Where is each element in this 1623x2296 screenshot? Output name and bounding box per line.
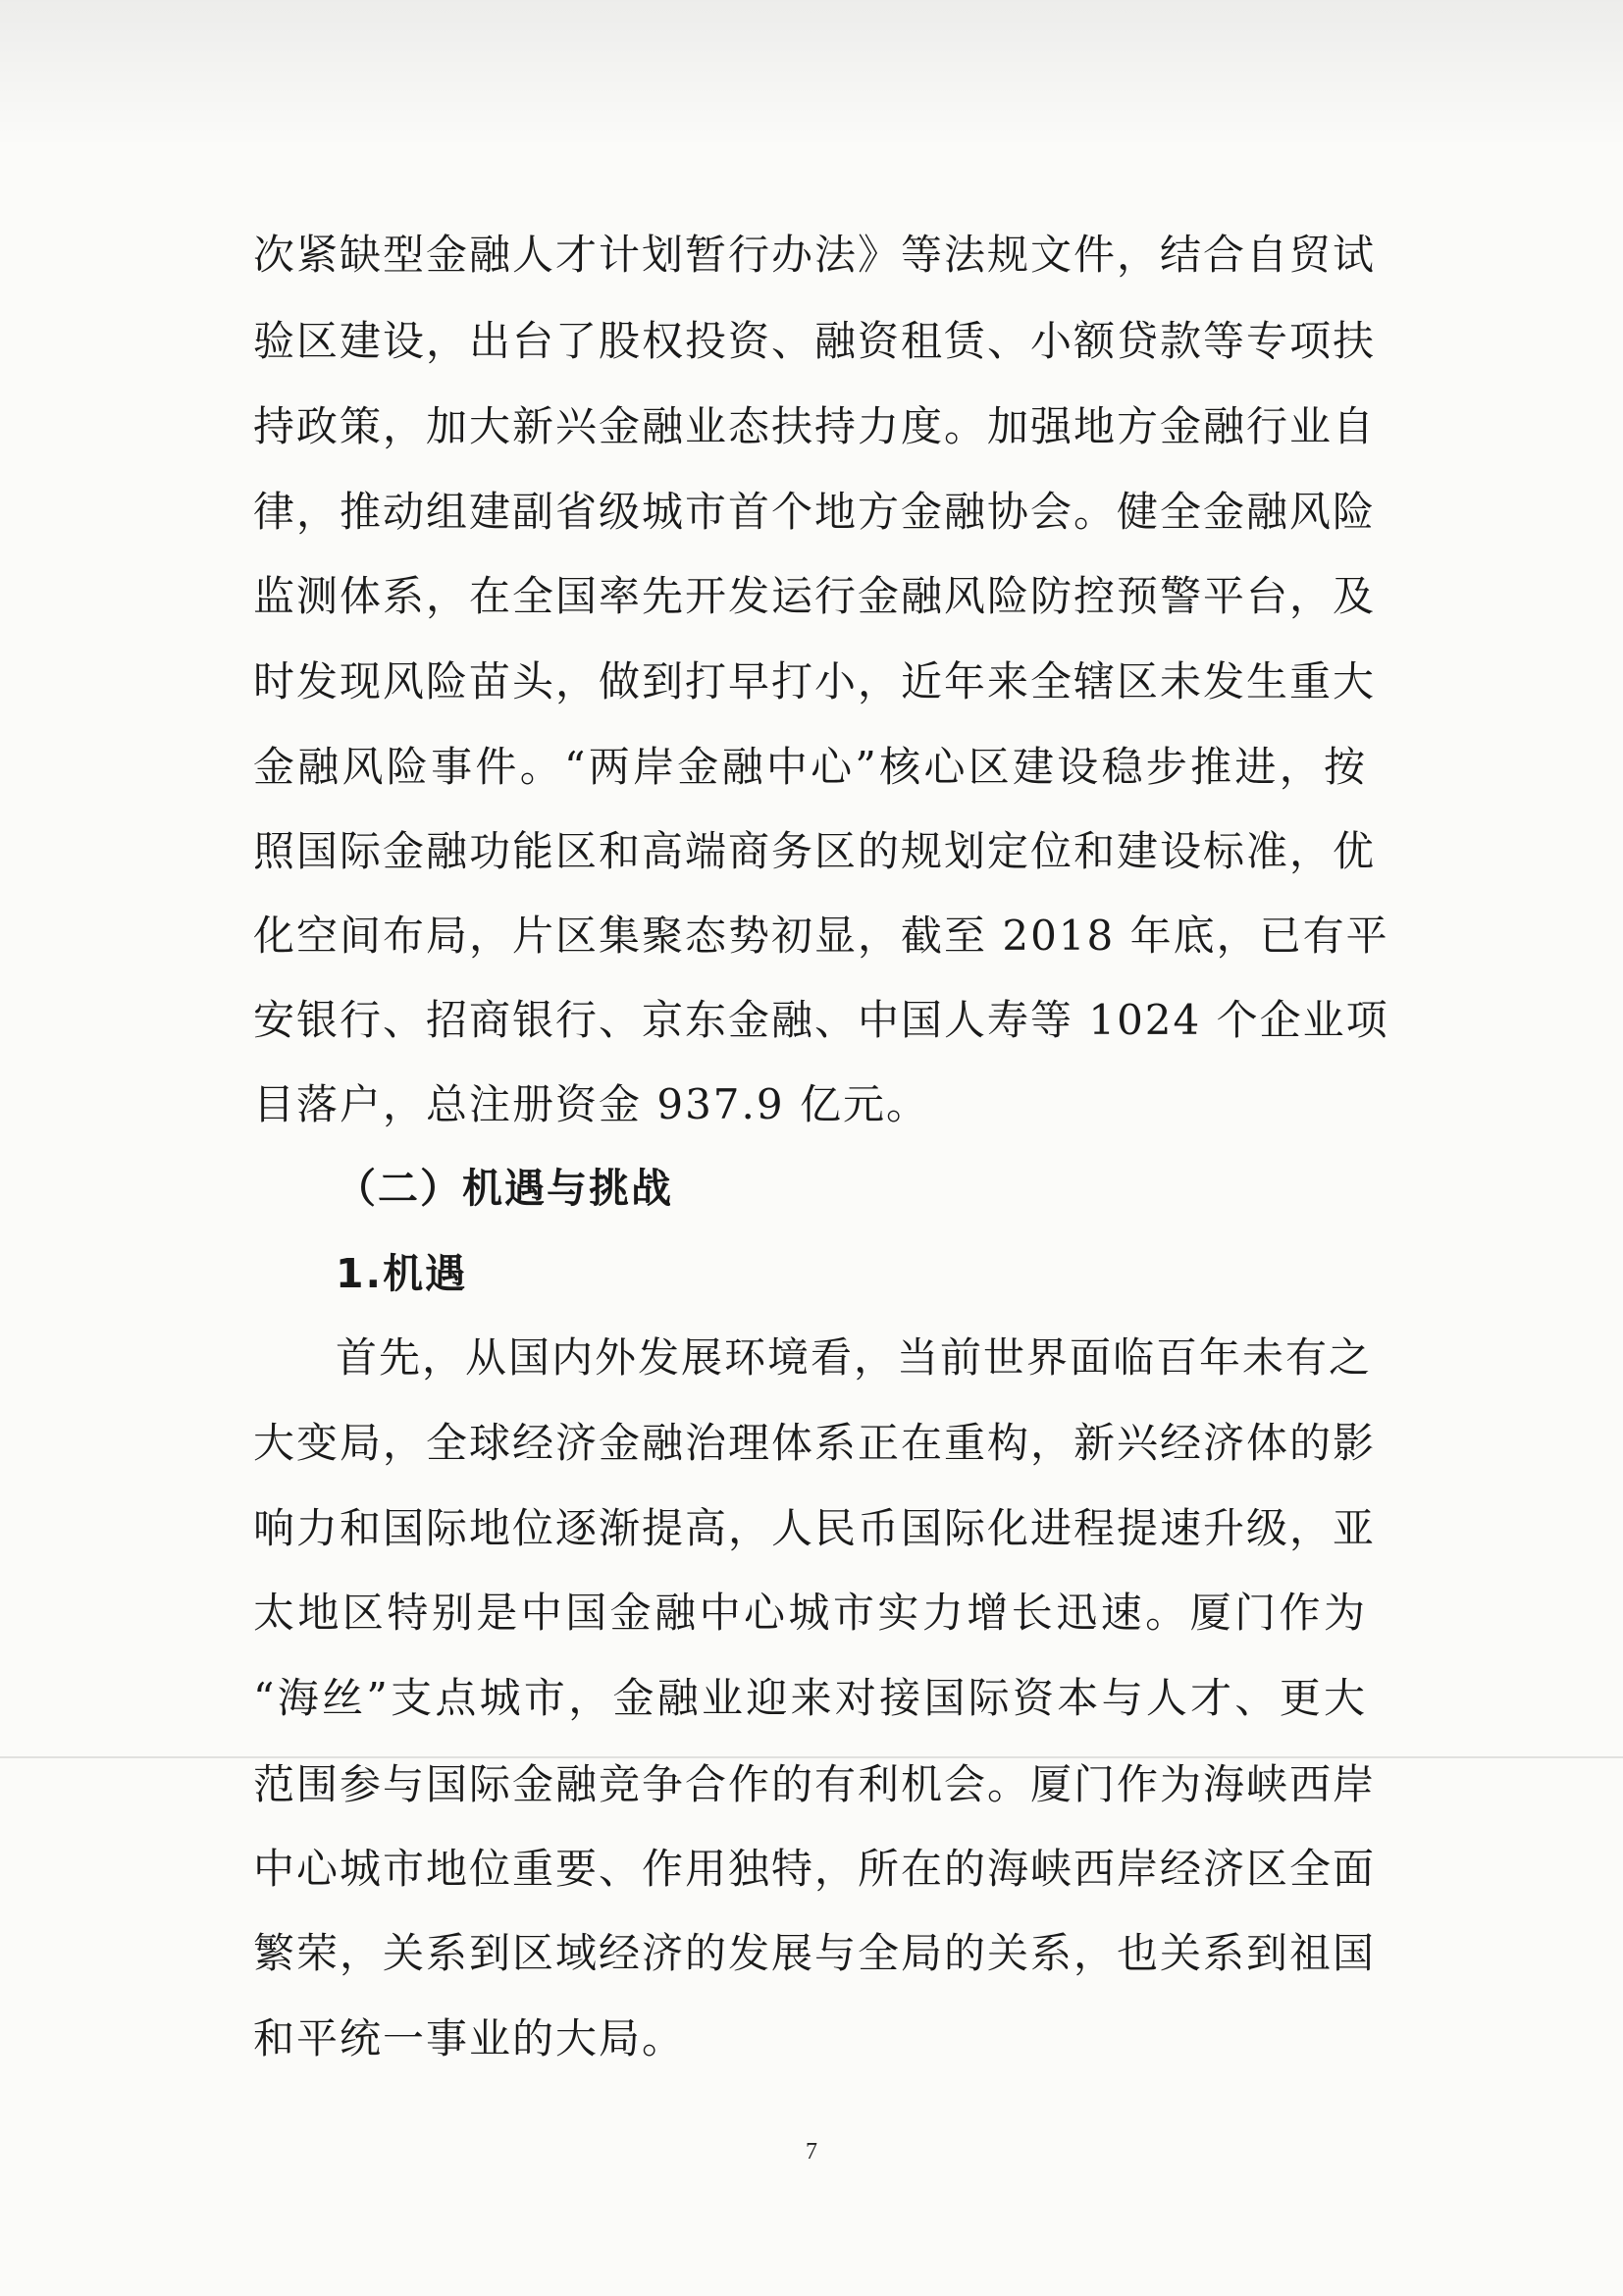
paragraph-line: 大变局，全球经济金融治理体系正在重构，新兴经济体的影 [253,1419,1377,1467]
section-heading: （二）机遇与挑战 [336,1165,673,1212]
paragraph-line: 太地区特别是中国金融中心城市实力增长迅速。厦门作为 [253,1589,1367,1637]
scan-shadow [0,0,1623,147]
paragraph-line: 律，推动组建副省级城市首个地方金融协会。健全金融风险 [253,488,1377,536]
paragraph-line: 中心城市地位重要、作用独特，所在的海峡西岸经济区全面 [253,1845,1377,1893]
paragraph-line: 化空间布局，片区集聚态势初显，截至 2018 年底，已有平 [253,912,1389,960]
paragraph-line: 和平统一事业的大局。 [253,2014,686,2062]
page-number: 7 [806,2139,817,2165]
paragraph-line: 监测体系，在全国率先开发运行金融风险防控预警平台，及 [253,572,1377,620]
paragraph-line: 目落户，总注册资金 937.9 亿元。 [253,1080,929,1128]
paragraph-line: 安银行、招商银行、京东金融、中国人寿等 1024 个企业项 [253,996,1389,1044]
paragraph-line: 范围参与国际金融竞争合作的有利机会。厦门作为海峡西岸 [253,1760,1377,1808]
paragraph-line: 响力和国际地位逐渐提高，人民币国际化进程提速升级，亚 [253,1504,1377,1552]
paragraph-line: 首先，从国内外发展环境看，当前世界面临百年未有之 [336,1333,1373,1382]
paragraph-line: 持政策，加大新兴金融业态扶持力度。加强地方金融行业自 [253,402,1377,450]
paragraph-line: “海丝”支点城市，金融业迎来对接国际资本与人才、更大 [253,1674,1367,1722]
paragraph-line: 时发现风险苗头，做到打早打小，近年来全辖区未发生重大 [253,657,1377,705]
paragraph-line: 照国际金融功能区和高端商务区的规划定位和建设标准，优 [253,827,1377,875]
paragraph-line: 验区建设，出台了股权投资、融资租赁、小额贷款等专项扶 [253,317,1377,365]
subsection-heading: 1.机遇 [336,1250,468,1297]
paragraph-line: 金融风险事件。“两岸金融中心”核心区建设稳步推进，按 [253,743,1367,791]
paragraph-line: 繁荣，关系到区域经济的发展与全局的关系，也关系到祖国 [253,1929,1377,1977]
paragraph-line: 次紧缺型金融人才计划暂行办法》等法规文件，结合自贸试 [253,231,1377,279]
